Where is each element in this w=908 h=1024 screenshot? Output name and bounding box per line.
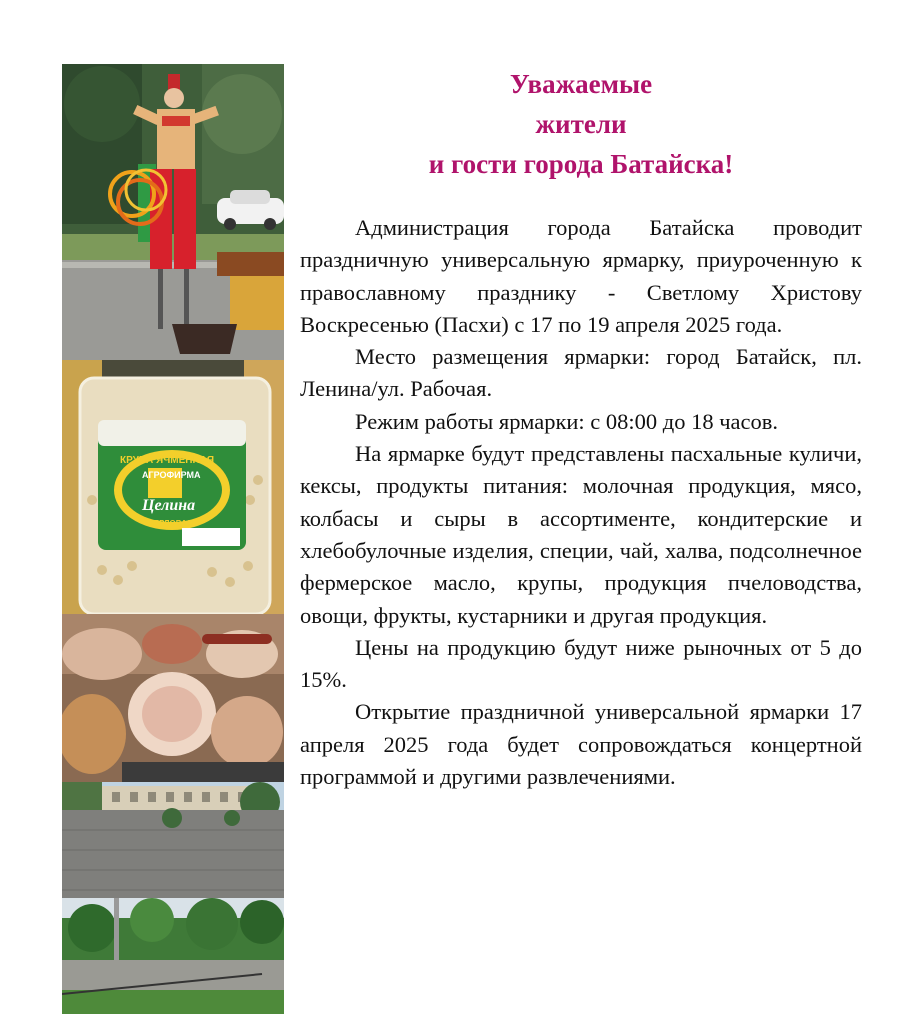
package-brand-top-text: АГРОФИРМА: [142, 470, 201, 480]
paragraph-products: На ярмарке будут представлены пасхальные куличи, кексы, продукты питания: молочная продукция, мясо, колбасы и сыры в ассортименте, кондитерские и хлебобулочные изделия, специи, чай, халва, подсолнечное фермерское масло, крупы, продукция пчеловодства, овощи, фрукты, кустарники и другая продукция.: [300, 441, 862, 628]
heading-line-1: Уважаемые: [509, 69, 653, 99]
page-heading: [300, 64, 862, 184]
paragraph-opening: Открытие праздничной универсальной ярмарки 17 апреля 2025 года будет сопровождаться концертной программой и другими развлечениями.: [300, 699, 862, 790]
heading-line-2: жители: [535, 109, 627, 139]
package-brand-text: Целина: [142, 497, 196, 514]
paragraph-fair-announcement: Администрация города Батайска проводит праздничную универсальную ярмарку, приуроченную к православному празднику - Светлому Христову Воскресенью (Пасхи) с 17 по 19 апреля 2025 года.: [300, 215, 862, 337]
stilt-performer-photo: [62, 64, 284, 360]
paragraph-prices: Цены на продукцию будут ниже рыночных от 5 до 15%.: [300, 634, 862, 693]
announcement-text: [300, 64, 862, 793]
paved-square-photo: [62, 782, 284, 898]
smoked-meat-photo: [62, 614, 284, 782]
paragraph-hours: Режим работы ярмарки: с 08:00 до 18 часов.: [355, 408, 779, 434]
photo-strip: [62, 64, 284, 1014]
paragraph-location: Место размещения ярмарки: город Батайск, пл. Ленина/ул. Рабочая.: [300, 344, 862, 402]
package-bottom-text: ПЕРЛОВАЯ: [148, 519, 193, 528]
park-area-photo: [62, 898, 284, 1014]
announcement-body: [300, 212, 862, 793]
barley-package-photo: [62, 360, 284, 614]
heading-line-3: и гости города Батайска!: [428, 149, 734, 179]
package-label-text: КРУПА ЯЧМЕННАЯ: [120, 455, 215, 466]
